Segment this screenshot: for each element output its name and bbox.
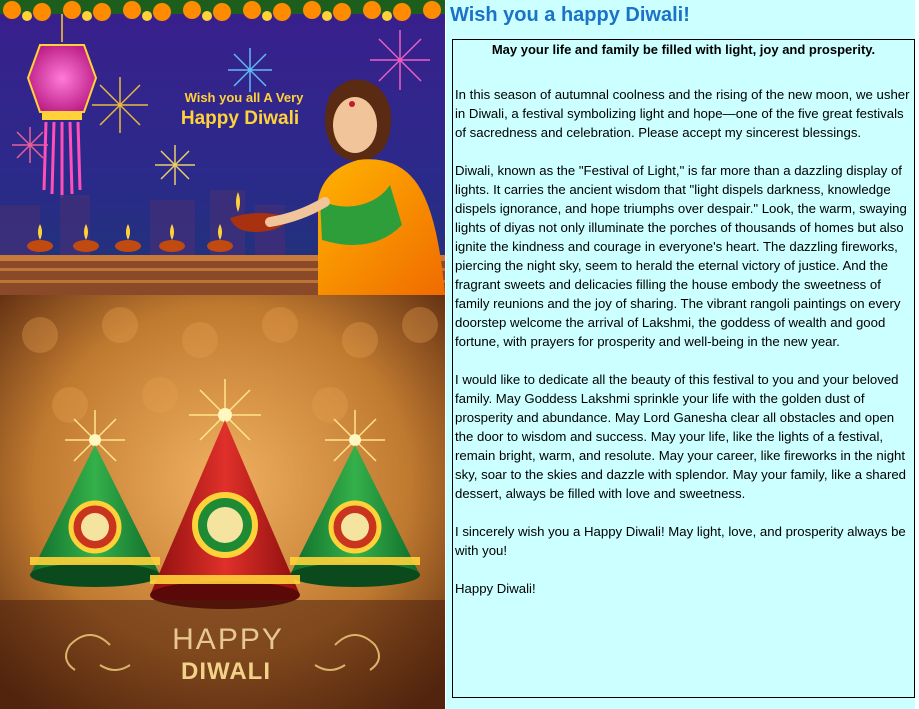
- paragraph-2: Diwali, known as the "Festival of Light," is far more than a dazzling display of lights. It carries the ancient wisdom that "light dispels darkness, knowledge dispels ignorance, and hope triumphs over despair." Look, the warm, swaying lights of diyas not only illuminate the porches of thousands of homes but also ignite the kindness and courage in everyone's heart. The dazzling fireworks, piercing the night sky, seem to herald the eternal victory of justice. And the fragrant sweets and delicacies filling the house embody the sweetness of family reunions and the joy of sharing. The vibrant rangoli paintings on every doorstep welcome the arrival of Lakshmi, the goddess of wealth and good fortune, with prayers for prosperity and well-being in the new year.: [455, 163, 907, 349]
- sheet-edge: [915, 0, 919, 709]
- paragraph-1: In this season of autumnal coolness and the rising of the new moon, we usher in Diwali, a festival symbolizing light and hope—one of the five great festivals of sacredness and celebration. Please accept my sincerest blessings.: [455, 87, 910, 140]
- paragraph-3: I would like to dedicate all the beauty of this festival to you and your beloved family. May Goddess Lakshmi sprinkle your life with the golden dust of prosperity and abundance. May Lord Ganesha clear all obstacles and open the door to wisdom and success. May your life, like the lights of a festival, remain bright, warm, and resolute. May your career, like fireworks in the night sky, soar to the skies and dazzle with splendor. May your family, like a shared dessert, always be filled with love and sweetness.: [455, 372, 907, 501]
- message-title[interactable]: Wish you a happy Diwali!: [450, 4, 690, 26]
- diwali-lantern-illustration: [0, 0, 445, 295]
- top-card-line2: Happy Diwali: [180, 108, 300, 129]
- paragraph-4: I sincerely wish you a Happy Diwali! May light, love, and prosperity always be with you!: [455, 524, 906, 558]
- message-body-cell[interactable]: [452, 58, 915, 698]
- bottom-card-line1: HAPPY: [172, 623, 284, 656]
- diwali-crackers-illustration: [0, 295, 445, 709]
- subtitle-cell[interactable]: [452, 39, 915, 60]
- bottom-card-line2: DIWALI: [181, 658, 271, 685]
- paragraph-5: Happy Diwali!: [455, 581, 536, 596]
- message-subtitle: May your life and family be filled with light, joy and prosperity.: [491, 42, 876, 57]
- top-card-line1: Wish you all A Very: [184, 90, 304, 105]
- message-panel: [446, 0, 919, 709]
- message-body: [455, 85, 911, 617]
- diwali-card-image-top[interactable]: [0, 0, 445, 295]
- diwali-card-image-bottom[interactable]: [0, 295, 445, 709]
